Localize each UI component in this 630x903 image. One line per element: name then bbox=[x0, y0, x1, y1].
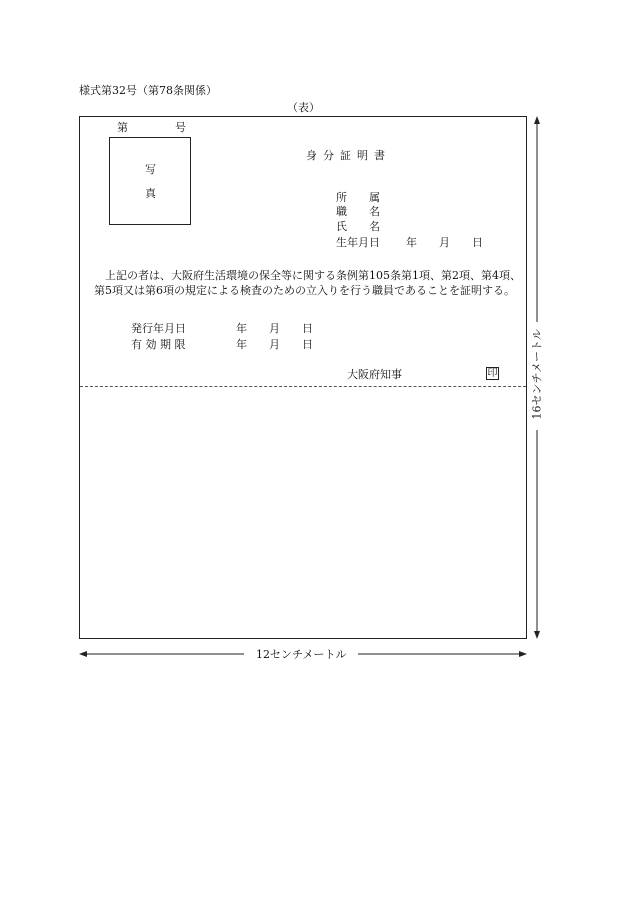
field-name-label: 氏 名 bbox=[336, 220, 380, 233]
field-birthdate-value: 年 月 日 bbox=[406, 236, 483, 249]
field-birthdate-label: 生年月日 bbox=[336, 236, 380, 249]
number-dai: 第 bbox=[117, 121, 128, 134]
number-go: 号 bbox=[175, 121, 186, 134]
side-label: （表） bbox=[287, 101, 320, 114]
issue-date-value: 年 月 日 bbox=[236, 322, 313, 335]
width-arrow-left-head bbox=[79, 651, 87, 657]
document-title: 身分証明書 bbox=[306, 149, 391, 162]
width-arrow-right-head bbox=[519, 651, 527, 657]
validity-label: 有 効 期 限 bbox=[131, 338, 186, 351]
validity-value: 年 月 日 bbox=[236, 338, 313, 351]
photo-char-1: 写 bbox=[145, 163, 156, 176]
seal-mark: 印 bbox=[487, 368, 498, 379]
height-arrow-top-head bbox=[534, 116, 540, 124]
field-affiliation-label: 所 属 bbox=[336, 191, 380, 204]
width-label: 12センチメートル bbox=[256, 648, 347, 661]
height-label: 16センチメートル bbox=[530, 328, 544, 420]
height-arrow-bottom-head bbox=[534, 631, 540, 639]
issuer-name: 大阪府知事 bbox=[347, 368, 402, 381]
field-position-label: 職 名 bbox=[336, 205, 380, 218]
issue-date-label: 発行年月日 bbox=[131, 322, 186, 335]
certificate-body-text: 上記の者は、大阪府生活環境の保全等に関する条例第105条第1項、第2項、第4項、第5項又は第6項の規定による検査のための立入りを行う職員であることを証明する。 bbox=[94, 269, 521, 297]
form-number: 様式第32号（第78条関係） bbox=[79, 84, 217, 97]
photo-char-2: 真 bbox=[145, 187, 156, 200]
